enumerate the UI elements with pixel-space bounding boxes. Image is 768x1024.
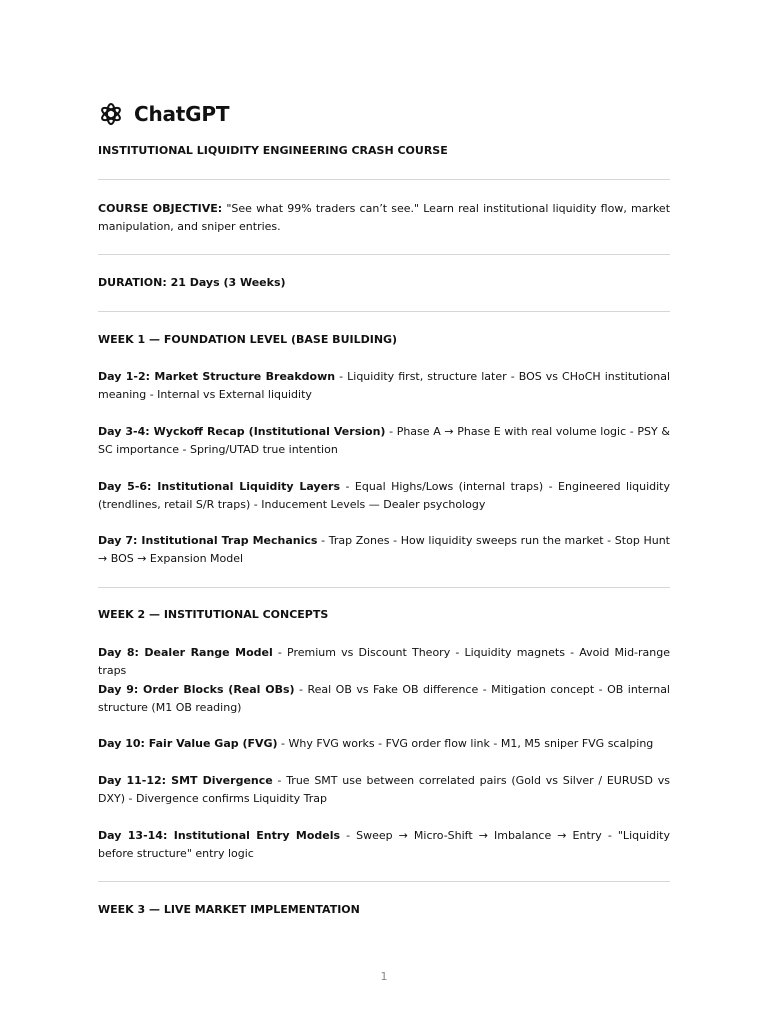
course-objective (98, 200, 670, 235)
day-item (98, 644, 670, 679)
day-item (98, 772, 670, 807)
day-text: - Trap Zones - How liquidity sweeps run the market - Stop Hunt → BOS → Expansion Model (98, 534, 670, 565)
day-label: Day 1-2: Market Structure Breakdown (98, 370, 336, 383)
week1-heading: WEEK 1 — FOUNDATION LEVEL (BASE BUILDING) (98, 333, 398, 346)
day-text: - Premium vs Discount Theory - Liquidity magnets - Avoid Mid-range traps (98, 646, 671, 677)
divider (98, 254, 670, 255)
day-text: - Phase A → Phase E with real volume logic - PSY & SC importance - Spring/UTAD true intention (98, 425, 670, 456)
day-label: Day 5-6: Institutional Liquidity Layers (98, 480, 341, 493)
day-item (98, 827, 670, 862)
day-item (98, 532, 670, 567)
day-label: Day 8: Dealer Range Model (98, 646, 273, 659)
brand-name: ChatGPT (134, 102, 230, 126)
day-item (98, 735, 670, 753)
day-item (98, 423, 670, 458)
day-label: Day 9: Order Blocks (Real OBs) (98, 683, 295, 696)
divider (98, 179, 670, 180)
day-label: Day 10: Fair Value Gap (FVG) (98, 737, 278, 750)
day-label: Day 3-4: Wyckoff Recap (Institutional Version) (98, 425, 386, 438)
objective-text: "See what 99% traders can’t see." Learn real institutional liquidity flow, market manipulation, and sniper entries. (98, 202, 671, 233)
day-text: - Equal Highs/Lows (internal traps) - Engineered liquidity (trendlines, retail S/R traps) - Inducement Levels — Dealer psychology (98, 480, 670, 511)
day-item (98, 478, 670, 513)
day-label: Day 11-12: SMT Divergence (98, 774, 273, 787)
day-label: Day 13-14: Institutional Entry Models (98, 829, 341, 842)
day-text: - Liquidity first, structure later - BOS vs CHoCH institutional meaning - Internal vs External liquidity (98, 370, 671, 401)
objective-label: COURSE OBJECTIVE: (98, 202, 223, 215)
duration: DURATION: 21 Days (3 Weeks) (98, 276, 286, 289)
day-text: - Sweep → Micro-Shift → Imbalance → Entry - "Liquidity before structure" entry logic (98, 829, 670, 860)
day-text: - True SMT use between correlated pairs (Gold vs Silver / EURUSD vs DXY) - Divergence confirms Liquidity Trap (98, 774, 670, 805)
divider (98, 587, 670, 588)
day-text: - Why FVG works - FVG order flow link - M1, M5 sniper FVG scalping (277, 737, 654, 750)
divider (98, 881, 670, 882)
brand-header (98, 100, 229, 128)
week3-heading: WEEK 3 — LIVE MARKET IMPLEMENTATION (98, 903, 360, 916)
divider (98, 311, 670, 312)
day-text: - Real OB vs Fake OB difference - Mitigation concept - OB internal structure (M1 OB reading) (98, 683, 670, 714)
openai-logo-icon (98, 101, 124, 127)
day-label: Day 7: Institutional Trap Mechanics (98, 534, 318, 547)
page-number: 1 (380, 970, 388, 983)
document-title: INSTITUTIONAL LIQUIDITY ENGINEERING CRASH COURSE (98, 144, 448, 157)
week2-heading: WEEK 2 — INSTITUTIONAL CONCEPTS (98, 608, 329, 621)
day-item (98, 681, 670, 716)
day-item (98, 368, 670, 403)
